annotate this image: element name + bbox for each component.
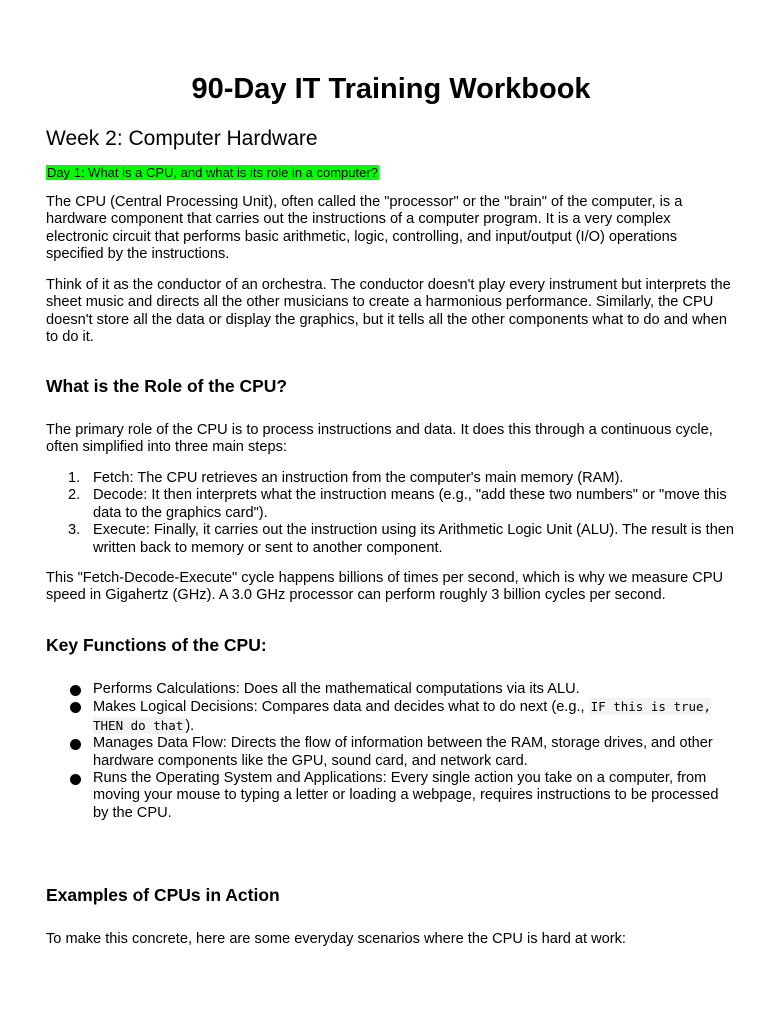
list-item-text-before: Makes Logical Decisions: Compares data and decides what to do next (e.g., [93,699,589,716]
intro-paragraph-1: The CPU (Central Processing Unit), often called the "processor" or the "brain" of the computer, is a hardware component that carries out the instructions of a computer program. It is a very complex electronic circuit that performs basic arithmetic, logic, controlling, and input/output (I/O) operations specified by the instructions. [46,194,683,263]
list-item [46,487,736,522]
intro-paragraph-2: Think of it as the conductor of an orchestra. The conductor doesn't play every instrument but interprets the sheet music and directs all the other musicians to create a harmonious performance. Similarly, the CPU doesn't store all the data or display the graphics, but it tells all the other components what to do and when to do it. [46,277,731,346]
list-item-text: Fetch: The CPU retrieves an instruction from the computer's main memory (RAM). [93,470,624,486]
list-item [46,698,736,735]
examples-paragraph: To make this concrete, here are some everyday scenarios where the CPU is hard at work: [46,931,626,947]
bullet-icon [70,774,81,785]
cycle-paragraph: This "Fetch-Decode-Execute" cycle happens billions of times per second, which is why we measure CPU speed in Gigahertz (GHz). A 3.0 GHz processor can perform roughly 3 billion cycles per second. [46,570,724,604]
list-item-text: Decode: It then interprets what the instruction means (e.g., "add these two numbers" or "move this data to the graphics card"). [93,487,727,521]
list-item [46,770,736,822]
list-item [46,735,736,770]
list-number: 1. [68,470,81,486]
bullet-icon [70,739,81,750]
functions-list [46,681,736,822]
role-heading: What is the Role of the CPU? [46,376,288,396]
bullet-icon [70,702,81,713]
list-number: 3. [68,522,81,539]
list-item-text-after: ). [185,717,195,734]
list-number: 2. [68,487,81,504]
bullet-icon [70,685,81,696]
day-heading [46,165,379,181]
list-item-text: Execute: Finally, it carries out the instruction using its Arithmetic Logic Unit (ALU). The result is then written back to memory or sent to another component. [93,522,735,556]
list-item-text: Runs the Operating System and Applications: Every single action you take on a computer, from moving your mouse to typing a letter or loading a webpage, requires instructions to be processed by the CPU. [93,770,719,821]
week-heading: Week 2: Computer Hardware [46,127,318,150]
examples-heading: Examples of CPUs in Action [46,885,280,905]
list-item [46,522,736,557]
functions-heading: Key Functions of the CPU: [46,635,267,655]
list-item [46,470,736,487]
inline-code: IF this is true, THEN do that [93,699,712,733]
role-paragraph: The primary role of the CPU is to process instructions and data. It does this through a continuous cycle, often simplified into three main steps: [46,422,713,456]
list-item-text: Performs Calculations: Does all the mathematical computations via its ALU. [93,681,580,697]
steps-list [46,470,736,557]
list-item [46,681,736,698]
list-item-text: Manages Data Flow: Directs the flow of information between the RAM, storage drives, and other hardware components like the GPU, sound card, and network card. [93,735,713,769]
document-title: 90-Day IT Training Workbook [191,73,591,105]
highlighted-day-heading: Day 1: What is a CPU, and what is its role in a computer? [47,165,378,180]
